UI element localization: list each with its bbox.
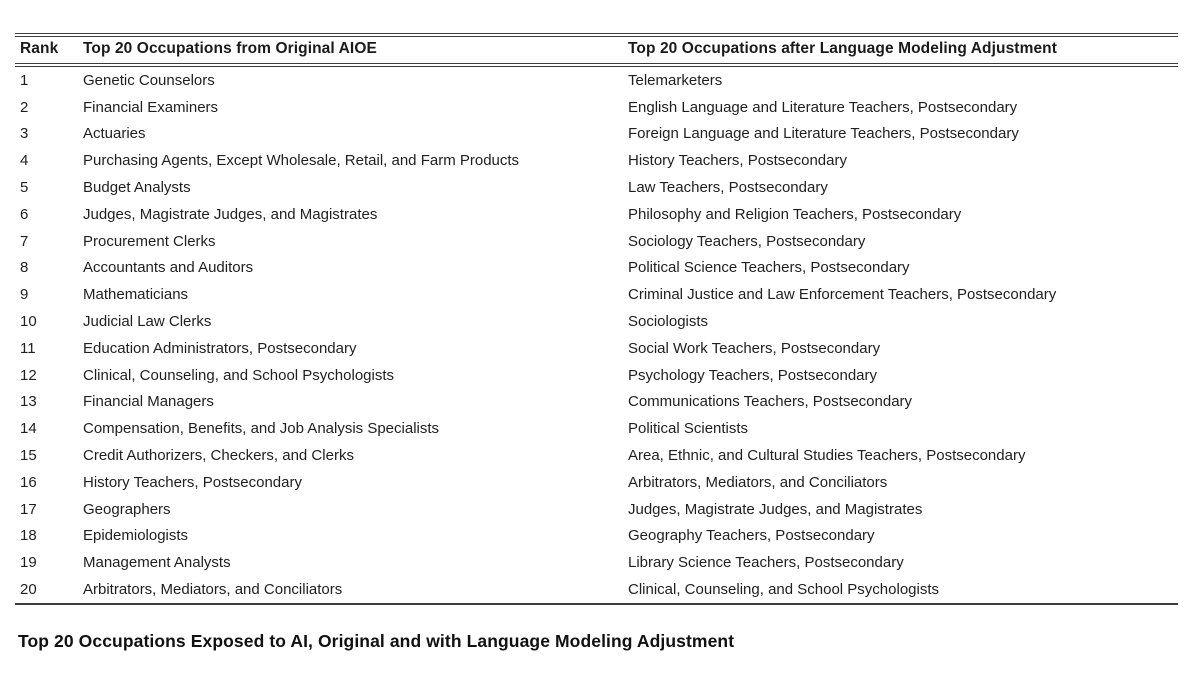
table-row [15,335,1178,362]
adjusted-occupation-cell: Political Scientists [628,420,749,438]
adjusted-occupation-cell: Political Science Teachers, Postsecondary [628,259,910,277]
rank-cell: 14 [20,420,37,438]
table-row [15,496,1178,523]
table-header [15,35,1178,65]
table-row [15,147,1178,174]
adjusted-occupation-cell: Clinical, Counseling, and School Psychologists [628,576,1178,604]
original-occupation-cell: Financial Examiners [83,98,219,116]
table-row [15,469,1178,496]
rank-cell: 6 [20,205,29,223]
table-row [15,576,1178,604]
original-occupation-cell: Education Administrators, Postsecondary [83,339,357,357]
header-row [15,35,1178,65]
table-row [15,389,1178,416]
rank-cell: 4 [20,152,29,170]
table-row [15,362,1178,389]
original-occupation-cell: Clinical, Counseling, and School Psychologists [83,366,395,384]
adjusted-occupation-cell: Sociology Teachers, Postsecondary [628,232,866,250]
adjusted-occupation-cell: History Teachers, Postsecondary [628,152,847,170]
original-occupation-cell: Geographers [83,500,171,518]
original-occupation-cell: Management Analysts [83,554,231,572]
table-row [15,201,1178,228]
adjusted-occupation-cell: Social Work Teachers, Postsecondary [628,339,881,357]
rank-cell: 9 [20,286,29,304]
original-occupation-cell: Arbitrators, Mediators, and Conciliators [83,576,628,604]
table-caption: Top 20 Occupations Exposed to AI, Original and with Language Modeling Adjustment [18,630,735,651]
occupations-table [15,33,1178,605]
rank-column-header: Rank [15,35,83,65]
original-occupation-cell: Procurement Clerks [83,232,216,250]
rank-cell: 8 [20,259,29,277]
table-row [15,442,1178,469]
table-row [15,415,1178,442]
table-row [15,228,1178,255]
adjusted-occupation-cell: Area, Ethnic, and Cultural Studies Teachers, Postsecondary [628,447,1026,465]
table-row [15,121,1178,148]
rank-cell: 13 [20,393,37,411]
table-body [15,65,1178,604]
original-occupation-cell: Accountants and Auditors [83,259,254,277]
rank-cell: 1 [20,71,29,89]
rank-cell: 18 [20,527,37,545]
original-occupation-cell: Purchasing Agents, Except Wholesale, Retail, and Farm Products [83,152,520,170]
original-occupation-cell: Credit Authorizers, Checkers, and Clerks [83,447,354,465]
original-occupation-cell: Epidemiologists [83,527,189,545]
rank-cell: 7 [20,232,29,250]
adjusted-occupation-cell: Sociologists [628,313,709,331]
rank-cell: 5 [20,179,29,197]
adjusted-occupation-cell: Library Science Teachers, Postsecondary [628,554,904,572]
rank-cell: 10 [20,313,37,331]
original-occupation-cell: Actuaries [83,125,146,143]
original-occupation-cell: Financial Managers [83,393,214,411]
adjusted-occupation-cell: Geography Teachers, Postsecondary [628,527,875,545]
adjusted-occupation-cell: Foreign Language and Literature Teachers, Postsecondary [628,125,1019,143]
rank-cell: 12 [20,366,37,384]
original-occupation-cell: Compensation, Benefits, and Job Analysis Specialists [83,420,440,438]
adjusted-occupation-cell: Telemarketers [628,71,723,89]
rank-cell: 20 [15,576,83,604]
rank-cell: 15 [20,447,37,465]
adjusted-column-header: Top 20 Occupations after Language Modeling Adjustment [628,35,1178,65]
rank-cell: 16 [20,473,37,491]
table-row [15,308,1178,335]
rank-cell: 2 [20,98,29,116]
original-occupation-cell: History Teachers, Postsecondary [83,473,302,491]
original-occupation-cell: Mathematicians [83,286,189,304]
table-row [15,94,1178,121]
table-row [15,281,1178,308]
adjusted-occupation-cell: Criminal Justice and Law Enforcement Teachers, Postsecondary [628,286,1057,304]
adjusted-occupation-cell: Psychology Teachers, Postsecondary [628,366,878,384]
adjusted-occupation-cell: Communications Teachers, Postsecondary [628,393,913,411]
original-occupation-cell: Judicial Law Clerks [83,313,212,331]
adjusted-occupation-cell: Law Teachers, Postsecondary [628,179,828,197]
rank-cell: 11 [20,339,36,357]
table-row [15,65,1178,94]
original-occupation-cell: Budget Analysts [83,179,191,197]
adjusted-occupation-cell: Philosophy and Religion Teachers, Postsecondary [628,205,962,223]
table-row [15,523,1178,550]
adjusted-occupation-cell: Arbitrators, Mediators, and Conciliators [628,473,888,491]
table-row [15,255,1178,282]
rank-cell: 17 [20,500,37,518]
table-row [15,174,1178,201]
original-occupation-cell: Genetic Counselors [83,71,215,89]
table-row [15,549,1178,576]
original-aioe-column-header: Top 20 Occupations from Original AIOE [83,35,628,65]
adjusted-occupation-cell: Judges, Magistrate Judges, and Magistrates [628,500,923,518]
adjusted-occupation-cell: English Language and Literature Teachers, Postsecondary [628,98,1018,116]
rank-cell: 3 [20,125,29,143]
original-occupation-cell: Judges, Magistrate Judges, and Magistrates [83,205,378,223]
rank-cell: 19 [20,554,37,572]
